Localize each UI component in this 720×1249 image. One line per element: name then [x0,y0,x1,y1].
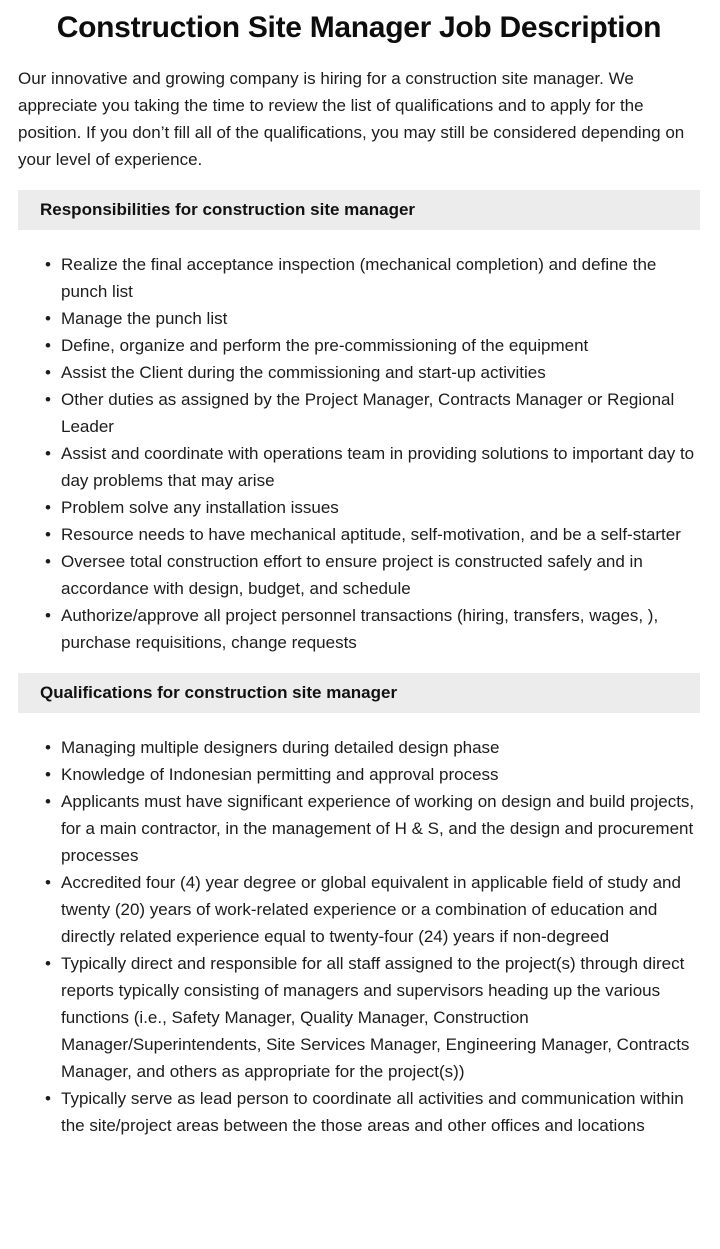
intro-paragraph: Our innovative and growing company is hiring for a construction site manager. We appreciate you taking the time to review the list of qualifications and to apply for the position. If you don’t fill all of the qualifications, you may still be considered depending on your level of experience. [18,69,685,169]
list-item: • Typically direct and responsible for all staff assigned to the project(s) through direct reports typically consisting of managers and supervisors heading up the various functions (i.e., Safety Manager, Quality Manager, Construction Manager/Superintendents, Site Services Manager, Engineering Manager, Contracts Manager, and others as appropriate for the project(s)) [18,950,700,1085]
section-list [18,734,700,1139]
list-item: • Assist and coordinate with operations team in providing solutions to important day to day problems that may arise [18,440,700,494]
list-item: • Managing multiple designers during detailed design phase [18,734,700,761]
list-item: • Realize the final acceptance inspection (mechanical completion) and define the punch list [18,251,700,305]
list-item: • Other duties as assigned by the Project Manager, Contracts Manager or Regional Leader [18,386,700,440]
job-description-page [0,8,720,1169]
section [18,673,700,1139]
section [18,190,700,656]
section-header [18,190,700,230]
list-item: • Oversee total construction effort to ensure project is constructed safely and in accordance with design, budget, and schedule [18,548,700,602]
list-item: • Typically serve as lead person to coordinate all activities and communication within the site/project areas between the those areas and other offices and locations [18,1085,700,1139]
list-item: • Resource needs to have mechanical aptitude, self-motivation, and be a self-starter [18,521,700,548]
list-item: • Manage the punch list [18,305,700,332]
page-title: Construction Site Manager Job Description [56,11,662,44]
list-item: • Assist the Client during the commissioning and start-up activities [18,359,700,386]
list-item: • Define, organize and perform the pre-commissioning of the equipment [18,332,700,359]
section-heading: Responsibilities for construction site manager [40,200,416,219]
section-list [18,251,700,656]
list-item: • Authorize/approve all project personnel transactions (hiring, transfers, wages, ), purchase requisitions, change requests [18,602,700,656]
sections-container [18,190,700,1139]
list-item: • Knowledge of Indonesian permitting and approval process [18,761,700,788]
list-item: • Problem solve any installation issues [18,494,700,521]
section-heading: Qualifications for construction site manager [40,683,398,702]
list-item: • Accredited four (4) year degree or global equivalent in applicable field of study and twenty (20) years of work-related experience or a combination of education and directly related experience equal to twenty-four (24) years if non-degreed [18,869,700,950]
list-item: • Applicants must have significant experience of working on design and build projects, for a main contractor, in the management of H & S, and the design and procurement processes [18,788,700,869]
section-header [18,673,700,713]
